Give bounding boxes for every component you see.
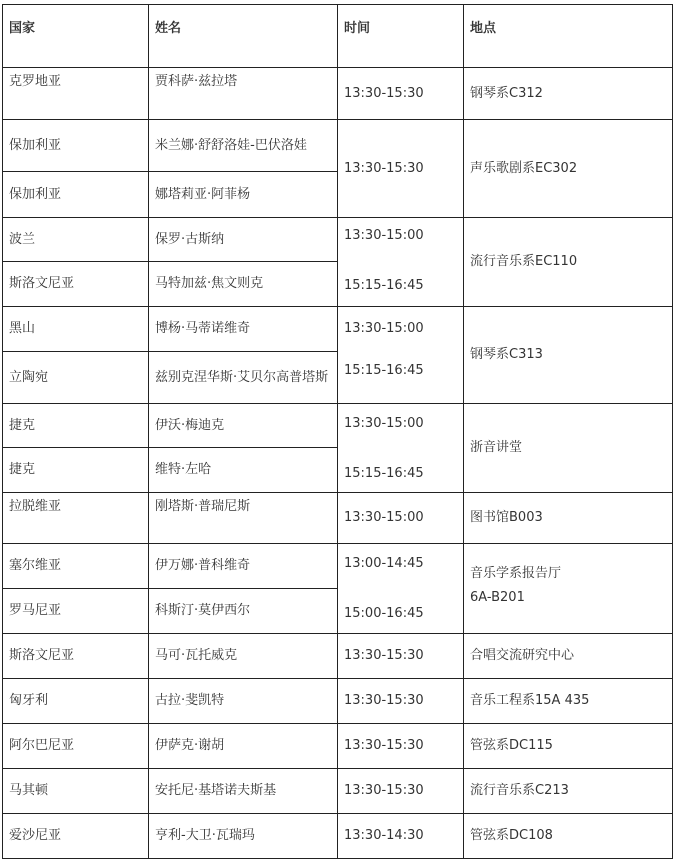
table-row (3, 404, 673, 448)
place-cell: 合唱交流研究中心 (464, 634, 673, 679)
header-country (3, 5, 149, 68)
country-cell: 捷克 (3, 404, 149, 448)
time-start: 13:00-14:45 (344, 556, 424, 571)
country-cell: 匈牙利 (3, 679, 149, 724)
table-row (3, 634, 673, 679)
table-row (3, 218, 673, 262)
time-cell: 13:30-15:00 (338, 493, 464, 544)
time-cell (338, 307, 464, 404)
name-cell: 伊沃·梅迪克 (149, 404, 338, 448)
name-cell: 娜塔莉亚·阿菲杨 (149, 172, 338, 218)
country-cell: 塞尔维亚 (3, 544, 149, 589)
name-cell: 保罗·古斯纳 (149, 218, 338, 262)
place-line-2: 6A-B201 (470, 590, 525, 605)
name-cell: 米兰娜·舒舒洛娃-巴伏洛娃 (149, 120, 338, 172)
header-time (338, 5, 464, 68)
header-name-label: 姓名 (155, 21, 182, 36)
place-line-1: 音乐学系报告厅 (470, 566, 562, 581)
country-cell: 罗马尼亚 (3, 589, 149, 634)
time-cell (338, 544, 464, 634)
place-cell: 流行音乐系EC110 (464, 218, 673, 307)
table-row (3, 493, 673, 544)
time-start: 13:30-15:00 (344, 321, 424, 336)
place-cell (464, 544, 673, 634)
name-cell: 博杨·马蒂诺维奇 (149, 307, 338, 352)
name-cell: 马可·瓦托威克 (149, 634, 338, 679)
place-cell: 管弦系DC108 (464, 814, 673, 859)
time-cell: 13:30-15:30 (338, 724, 464, 769)
place-cell: 声乐歌剧系EC302 (464, 120, 673, 218)
header-place-label: 地点 (470, 21, 497, 36)
time-cell (338, 404, 464, 493)
country-cell: 爱沙尼亚 (3, 814, 149, 859)
time-cell: 13:30-15:30 (338, 769, 464, 814)
country-cell: 马其顿 (3, 769, 149, 814)
time-cell: 13:30-15:30 (338, 679, 464, 724)
place-cell: 浙音讲堂 (464, 404, 673, 493)
country-cell: 斯洛文尼亚 (3, 634, 149, 679)
time-cell (338, 218, 464, 307)
time-cell: 13:30-14:30 (338, 814, 464, 859)
time-start: 13:30-15:00 (344, 416, 424, 431)
time-end: 15:15-16:45 (344, 363, 424, 378)
country-cell: 斯洛文尼亚 (3, 262, 149, 307)
name-cell: 维特·左哈 (149, 448, 338, 493)
time-end: 15:15-16:45 (344, 466, 424, 481)
time-end: 15:15-16:45 (344, 278, 424, 293)
time-start: 13:30-15:00 (344, 228, 424, 243)
name-cell: 马特加兹·焦文则克 (149, 262, 338, 307)
table-row (3, 679, 673, 724)
time-end: 15:00-16:45 (344, 606, 424, 621)
header-time-label: 时间 (344, 21, 371, 36)
place-cell: 钢琴系C312 (464, 68, 673, 120)
name-cell: 亨利-大卫·瓦瑞玛 (149, 814, 338, 859)
header-name (149, 5, 338, 68)
table-row (3, 724, 673, 769)
time-cell: 13:30-15:30 (338, 634, 464, 679)
place-cell: 音乐工程系15A 435 (464, 679, 673, 724)
country-cell: 波兰 (3, 218, 149, 262)
name-cell: 安托尼·基塔诺夫斯基 (149, 769, 338, 814)
time-cell: 13:30-15:30 (338, 120, 464, 218)
country-cell: 拉脱维亚 (3, 493, 149, 544)
name-cell: 伊萨克·谢胡 (149, 724, 338, 769)
name-cell: 兹别克涅华斯·艾贝尔高普塔斯 (149, 352, 338, 404)
time-cell: 13:30-15:30 (338, 68, 464, 120)
name-cell: 古拉·斐凯特 (149, 679, 338, 724)
place-cell: 钢琴系C313 (464, 307, 673, 404)
place-cell: 流行音乐系C213 (464, 769, 673, 814)
place-cell: 管弦系DC115 (464, 724, 673, 769)
country-cell: 立陶宛 (3, 352, 149, 404)
table-row (3, 544, 673, 589)
table-row (3, 814, 673, 859)
country-cell: 保加利亚 (3, 120, 149, 172)
table-row (3, 769, 673, 814)
country-cell: 保加利亚 (3, 172, 149, 218)
country-cell: 黑山 (3, 307, 149, 352)
name-cell: 伊万娜·普科维奇 (149, 544, 338, 589)
table-row (3, 68, 673, 120)
header-row (3, 5, 673, 68)
country-cell: 阿尔巴尼亚 (3, 724, 149, 769)
table-row (3, 120, 673, 172)
name-cell: 刚塔斯·普瑞尼斯 (149, 493, 338, 544)
header-place (464, 5, 673, 68)
country-cell: 捷克 (3, 448, 149, 493)
name-cell: 科斯汀·莫伊西尔 (149, 589, 338, 634)
table-row (3, 307, 673, 352)
header-country-label: 国家 (9, 21, 36, 36)
name-cell: 贾科萨·兹拉塔 (149, 68, 338, 120)
country-cell: 克罗地亚 (3, 68, 149, 120)
place-cell: 图书馆B003 (464, 493, 673, 544)
schedule-table (2, 4, 673, 859)
